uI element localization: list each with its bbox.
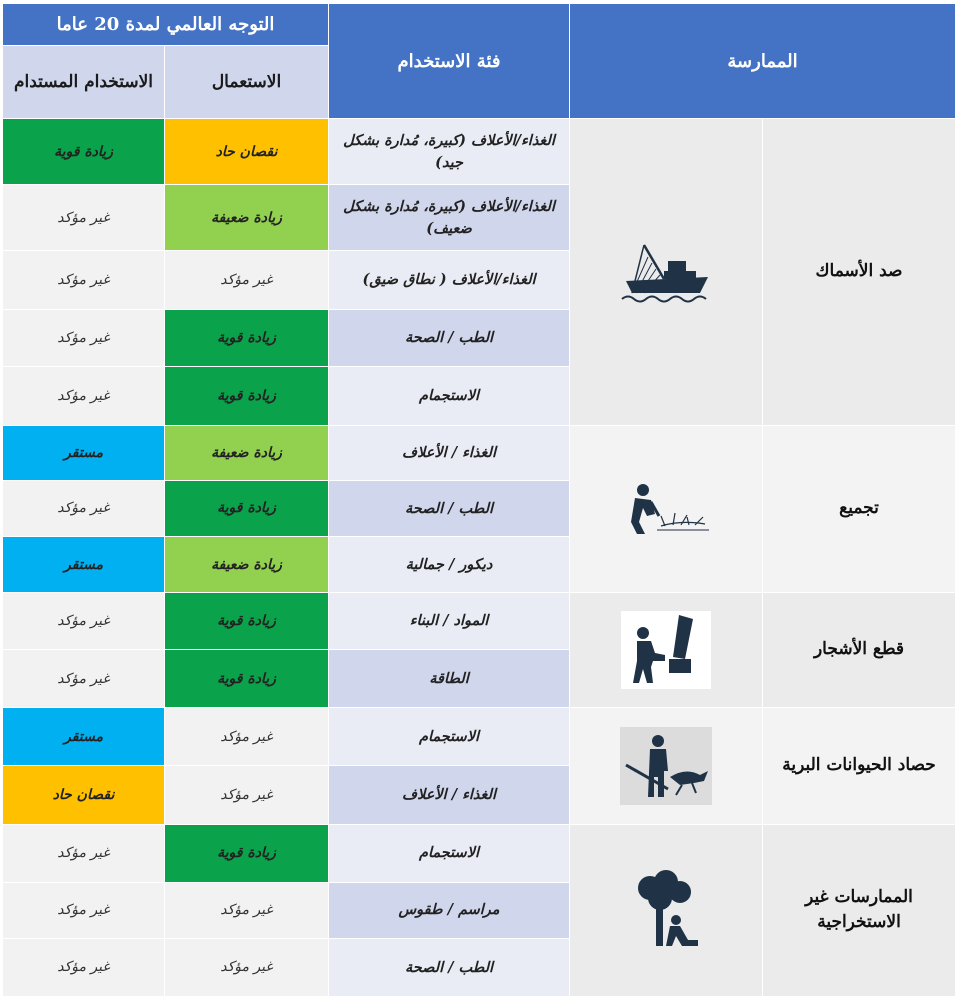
use-category-cell: الطب / الصحة bbox=[329, 309, 570, 366]
practice-cell: قطع الأشجار bbox=[763, 593, 956, 708]
practice-cell: تجميع bbox=[763, 425, 956, 592]
usage-trend-cell: زيادة قوية bbox=[165, 366, 329, 425]
use-category-cell: الغذاء/الأعلاف ( نطاق ضيق) bbox=[329, 251, 570, 309]
table-row bbox=[3, 593, 956, 650]
usage-trend-cell: زيادة قوية bbox=[165, 593, 329, 650]
table-row bbox=[3, 425, 956, 480]
use-category-cell: مراسم / طقوس bbox=[329, 882, 570, 938]
use-category-cell: الطب / الصحة bbox=[329, 480, 570, 536]
usage-trend-cell: زيادة ضعيفة bbox=[165, 537, 329, 593]
usage-trend-cell: نقصان حاد bbox=[165, 119, 329, 185]
trend-title-header: التوجه العالمي لمدة 20 عاما bbox=[3, 4, 329, 46]
sustainable-trend-cell: غير مؤكد bbox=[3, 309, 165, 366]
table-body bbox=[3, 119, 956, 997]
usage-trend-cell: زيادة ضعيفة bbox=[165, 185, 329, 251]
table-row bbox=[3, 824, 956, 882]
sustainable-trend-cell: غير مؤكد bbox=[3, 938, 165, 996]
usage-trend-cell: غير مؤكد bbox=[165, 766, 329, 824]
tree-person-icon bbox=[570, 824, 763, 996]
sustainable-trend-cell: غير مؤكد bbox=[3, 593, 165, 650]
practice-header: الممارسة bbox=[570, 4, 956, 119]
use-category-cell: الغذاء/الأعلاف (كبيرة، مُدارة بشكل جيد) bbox=[329, 119, 570, 185]
use-category-cell: الاستجمام bbox=[329, 708, 570, 766]
sustainable-trend-cell: غير مؤكد bbox=[3, 882, 165, 938]
practice-cell: صد الأسماك bbox=[763, 119, 956, 426]
sustainable-trend-cell: غير مؤكد bbox=[3, 480, 165, 536]
sustainable-trend-cell: مستقر bbox=[3, 425, 165, 480]
practice-cell: حصاد الحيوانات البرية bbox=[763, 708, 956, 824]
sustainable-trend-cell: غير مؤكد bbox=[3, 650, 165, 708]
use-category-cell: الطاقة bbox=[329, 650, 570, 708]
use-category-cell: الاستجمام bbox=[329, 366, 570, 425]
fishing-boat-icon bbox=[570, 119, 763, 426]
logging-person-icon bbox=[570, 593, 763, 708]
usage-trend-cell: غير مؤكد bbox=[165, 938, 329, 996]
use-category-cell: الطب / الصحة bbox=[329, 938, 570, 996]
usage-trend-cell: غير مؤكد bbox=[165, 882, 329, 938]
usage-trend-cell: زيادة قوية bbox=[165, 824, 329, 882]
use-category-cell: ديكور / جمالية bbox=[329, 537, 570, 593]
use-category-cell: الغذاء / الأعلاف bbox=[329, 766, 570, 824]
practice-cell: الممارسات غير الاستخراجية bbox=[763, 824, 956, 996]
sustainable-trend-cell: غير مؤكد bbox=[3, 251, 165, 309]
use-category-cell: الغذاء / الأعلاف bbox=[329, 425, 570, 480]
sustainable-use-header: الاستخدام المستدام bbox=[3, 46, 165, 119]
sustainable-trend-cell: غير مؤكد bbox=[3, 366, 165, 425]
hunter-icon bbox=[570, 708, 763, 824]
gathering-person-icon bbox=[570, 425, 763, 592]
sustainable-trend-cell: مستقر bbox=[3, 708, 165, 766]
sustainable-trend-cell: مستقر bbox=[3, 537, 165, 593]
use-category-cell: المواد / البناء bbox=[329, 593, 570, 650]
use-category-cell: الغذاء/الأعلاف (كبيرة، مُدارة بشكل ضعيف) bbox=[329, 185, 570, 251]
use-category-cell: الاستجمام bbox=[329, 824, 570, 882]
sustainable-trend-cell: نقصان حاد bbox=[3, 766, 165, 824]
global-trend-table bbox=[2, 3, 956, 997]
sustainable-trend-cell: غير مؤكد bbox=[3, 824, 165, 882]
usage-trend-cell: غير مؤكد bbox=[165, 251, 329, 309]
usage-trend-cell: زيادة قوية bbox=[165, 480, 329, 536]
usage-header: الاستعمال bbox=[165, 46, 329, 119]
table-row bbox=[3, 119, 956, 185]
usage-trend-cell: زيادة قوية bbox=[165, 309, 329, 366]
usage-trend-cell: غير مؤكد bbox=[165, 708, 329, 766]
category-header: فئة الاستخدام bbox=[329, 4, 570, 119]
sustainable-trend-cell: غير مؤكد bbox=[3, 185, 165, 251]
usage-trend-cell: زيادة ضعيفة bbox=[165, 425, 329, 480]
sustainable-trend-cell: زيادة قوية bbox=[3, 119, 165, 185]
table-row bbox=[3, 708, 956, 766]
usage-trend-cell: زيادة قوية bbox=[165, 650, 329, 708]
